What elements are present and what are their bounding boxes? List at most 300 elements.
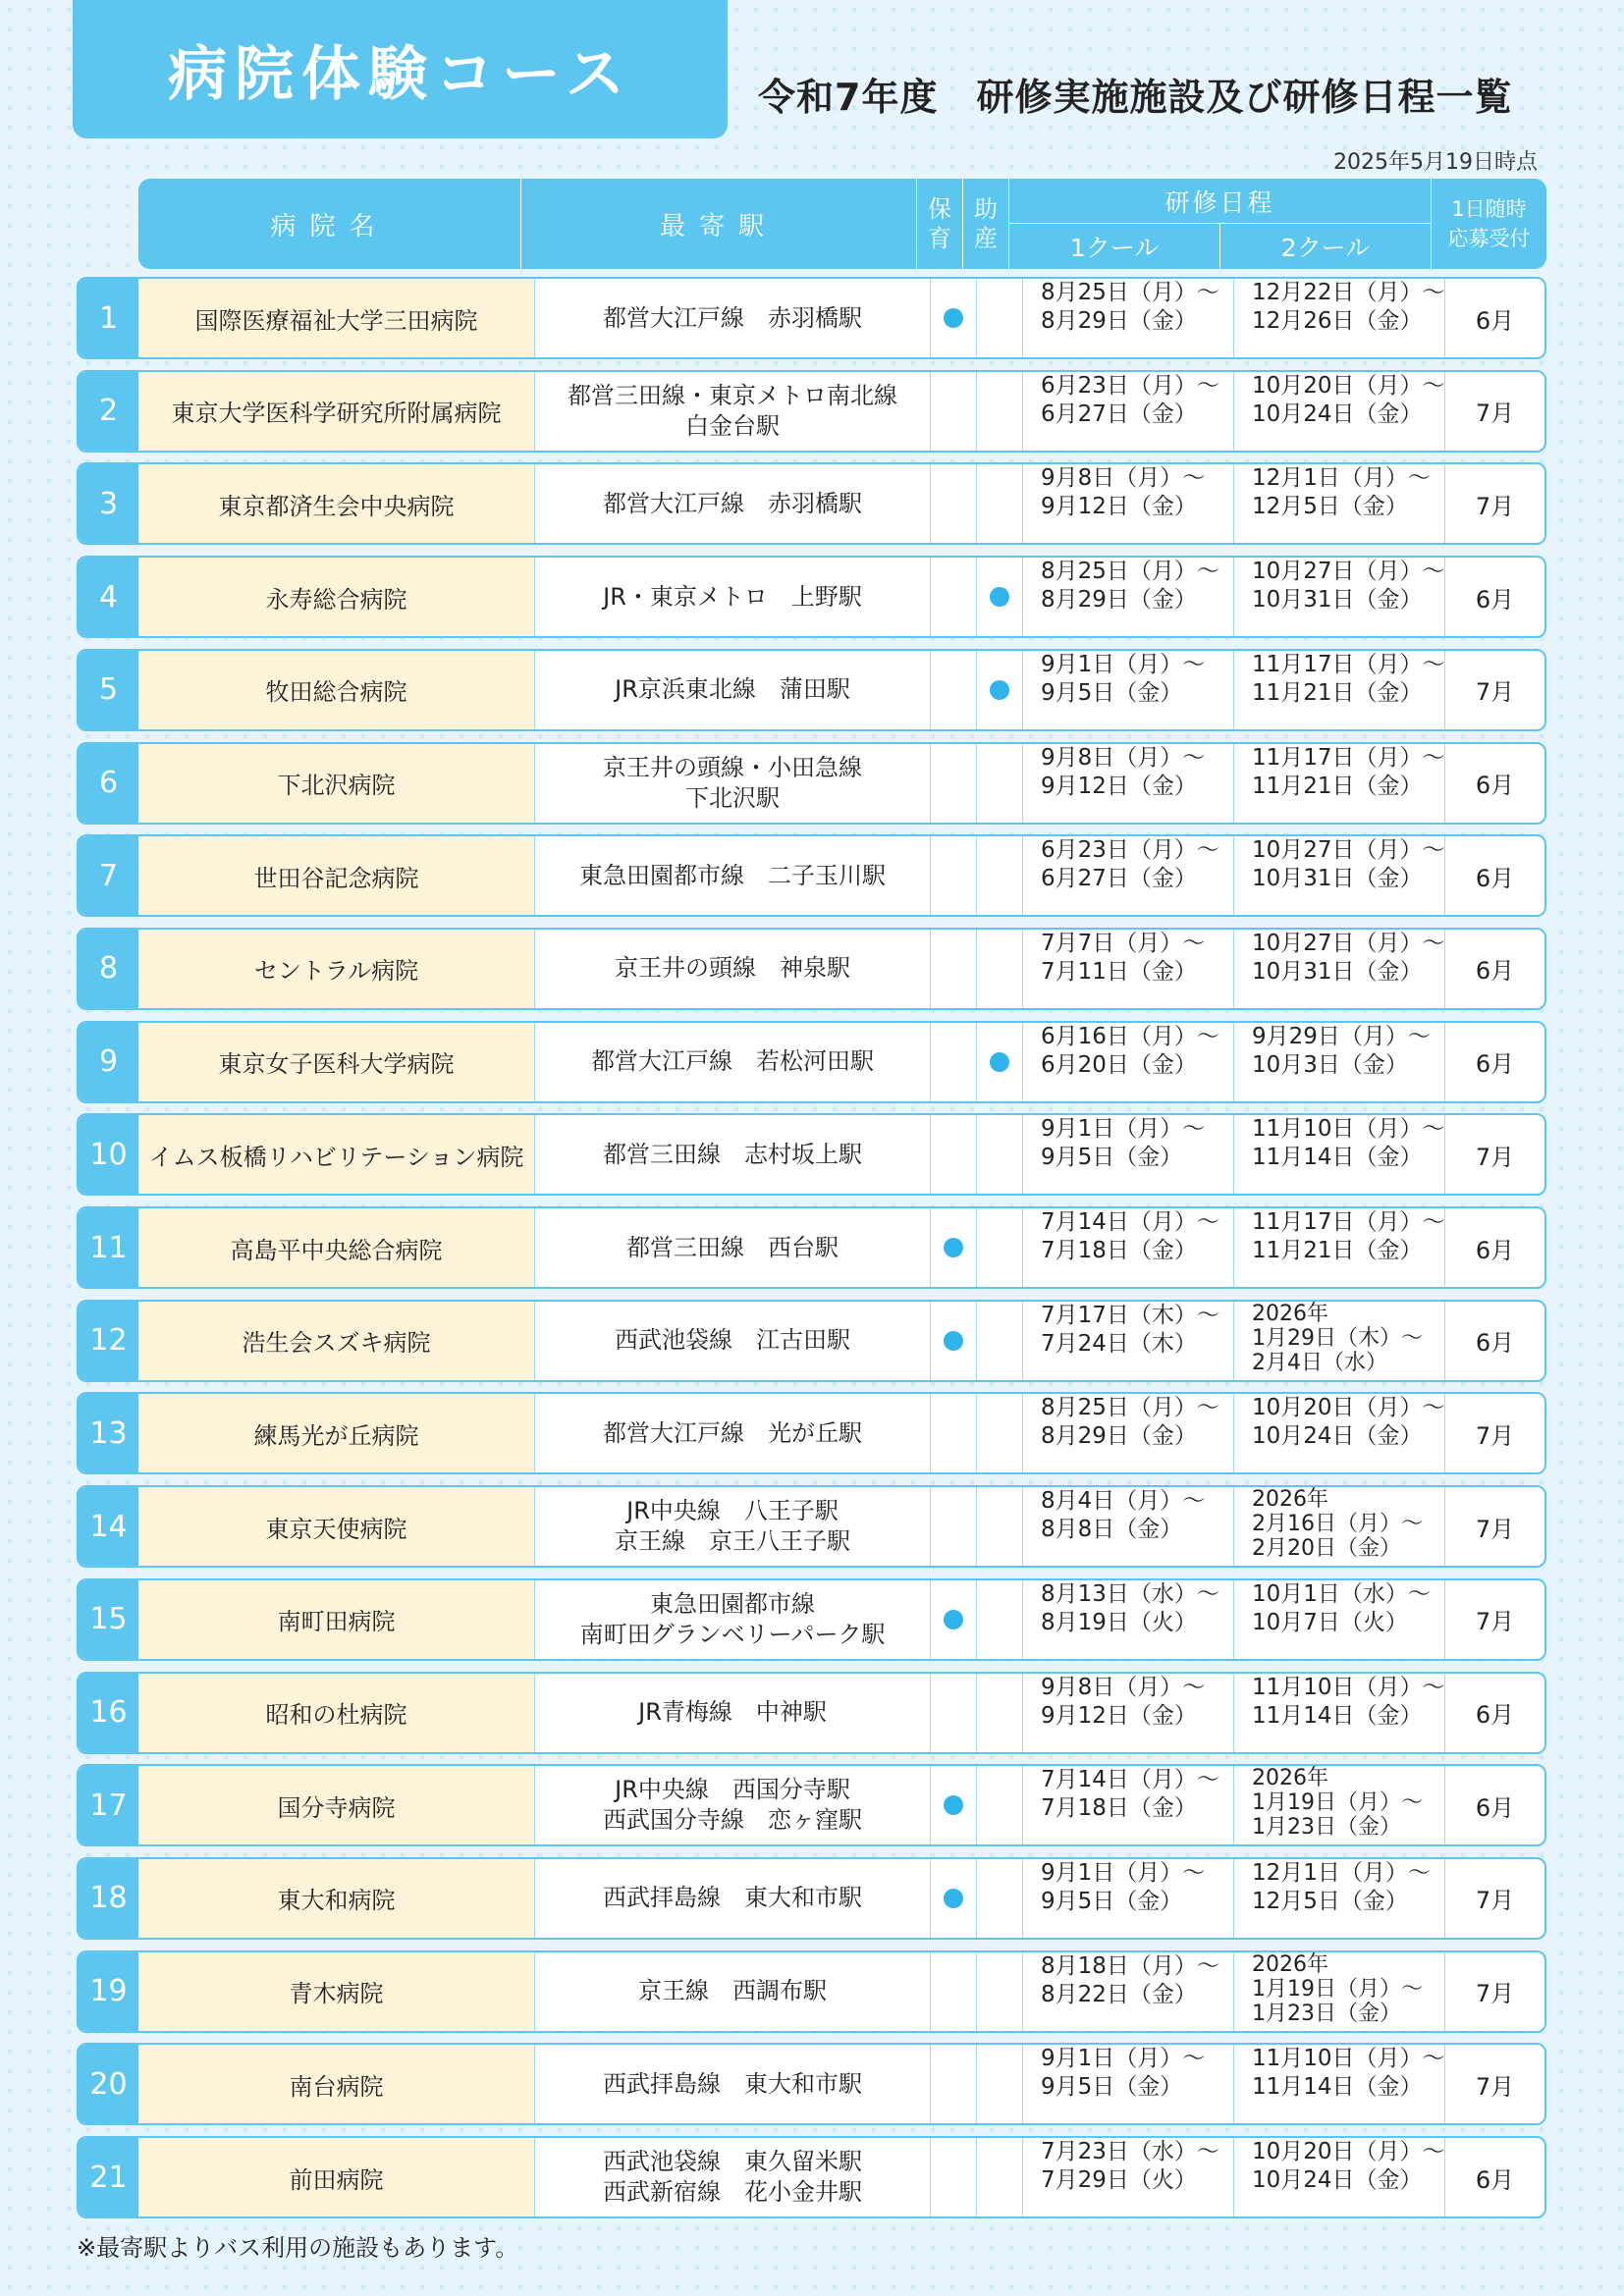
date-line: 9月29日（月）～ xyxy=(1252,1023,1431,1049)
station-line: 都営三田線 志村坂上駅 xyxy=(603,1140,862,1168)
nearest-station xyxy=(535,279,931,357)
row-number: 8 xyxy=(79,930,138,1008)
title-banner xyxy=(73,0,728,138)
cool1-dates xyxy=(1023,2138,1234,2216)
date-line: 7月7日（月）～ xyxy=(1041,930,1206,956)
date-line: 11月10日（月）～ xyxy=(1252,2046,1445,2072)
date-line: 10月27日（月）～ xyxy=(1252,559,1445,585)
accept-month: 7月 xyxy=(1475,400,1515,428)
date-line: 11月21日（金） xyxy=(1252,679,1423,706)
date-line: 2026年 xyxy=(1252,1301,1328,1326)
cool1-dates xyxy=(1023,1580,1234,1659)
hospital-name: イムス板橋リハビリテーション病院 xyxy=(138,1115,535,1194)
date-line: 12月22日（月）～ xyxy=(1252,280,1445,305)
station-line: 都営大江戸線 光が丘駅 xyxy=(603,1418,862,1447)
hospital-name: 練馬光が丘病院 xyxy=(138,1394,535,1472)
date-line: 6月23日（月）～ xyxy=(1041,372,1219,399)
date-line: 7月24日（木） xyxy=(1041,1330,1197,1357)
table-row xyxy=(77,370,1546,453)
date-line: 11月17日（月）～ xyxy=(1252,651,1445,677)
nearest-station xyxy=(535,1208,931,1287)
date-line: 1月23日（金） xyxy=(1252,1815,1401,1841)
header-station: 最寄駅 xyxy=(521,179,917,269)
header-hoiku: 保 育 xyxy=(917,179,963,269)
date-line: 1月19日（月）～ xyxy=(1252,1790,1423,1816)
date-line: 9月12日（金） xyxy=(1041,1702,1197,1729)
station-line: 京王線 京王八王子駅 xyxy=(615,1527,850,1556)
date-line: 2月20日（金） xyxy=(1252,1536,1401,1562)
josan-cell xyxy=(977,1674,1023,1752)
table-row xyxy=(77,1950,1546,2033)
row-number: 7 xyxy=(79,836,138,915)
date-line: 12月1日（月）～ xyxy=(1252,465,1431,492)
hoiku-cell xyxy=(931,2138,977,2216)
cool2-dates xyxy=(1234,1580,1445,1659)
josan-available-dot xyxy=(990,1052,1009,1072)
date-line: 2026年 xyxy=(1252,1951,1328,1977)
hoiku-cell xyxy=(931,1674,977,1752)
station-line: 西武拝島線 東大和市駅 xyxy=(603,1884,862,1912)
hoiku-cell xyxy=(931,1487,977,1566)
station-line: 下北沢駅 xyxy=(685,783,780,812)
date-line: 9月1日（月）～ xyxy=(1041,1859,1206,1886)
cool1-dates xyxy=(1023,744,1234,823)
cool2-dates xyxy=(1234,279,1445,357)
hoiku-cell xyxy=(931,651,977,729)
table-row xyxy=(77,928,1546,1010)
cool2-dates xyxy=(1234,1766,1445,1844)
date-line: 2026年 xyxy=(1252,1766,1328,1791)
station-line: 東急田園都市線 二子玉川駅 xyxy=(579,861,886,889)
table-row xyxy=(77,834,1546,917)
cool1-dates xyxy=(1023,2045,1234,2123)
accept-month: 7月 xyxy=(1475,1515,1515,1543)
josan-cell xyxy=(977,1115,1023,1194)
hoiku-cell xyxy=(931,1115,977,1194)
date-line: 10月20日（月）～ xyxy=(1252,2139,1445,2164)
cool2-dates xyxy=(1234,1023,1445,1101)
station-line: 南町田グランベリーパーク駅 xyxy=(579,1620,886,1648)
hoiku-cell xyxy=(931,1766,977,1844)
josan-cell xyxy=(977,279,1023,357)
as-of-date: 2025年5月19日時点 xyxy=(1333,150,1538,175)
cool1-dates xyxy=(1023,464,1234,543)
date-line: 6月16日（月）～ xyxy=(1041,1023,1219,1049)
josan-cell xyxy=(977,1952,1023,2031)
nearest-station xyxy=(535,1766,931,1844)
cool2-dates xyxy=(1234,1487,1445,1566)
hospital-name: 高島平中央総合病院 xyxy=(138,1208,535,1287)
nearest-station xyxy=(535,1580,931,1659)
josan-cell xyxy=(977,651,1023,729)
hospital-name: 国分寺病院 xyxy=(138,1766,535,1844)
row-number: 13 xyxy=(79,1394,138,1472)
station-line: 京王井の頭線 神泉駅 xyxy=(615,954,850,983)
table-row xyxy=(77,1857,1546,1940)
station-line: 東急田園都市線 xyxy=(650,1589,815,1618)
cool2-dates xyxy=(1234,1208,1445,1287)
accept-month: 6月 xyxy=(1475,1329,1515,1358)
hoiku-cell xyxy=(931,372,977,451)
date-line: 7月18日（金） xyxy=(1041,1795,1197,1822)
date-line: 10月31日（金） xyxy=(1252,866,1423,892)
hospital-name: 東京都済生会中央病院 xyxy=(138,464,535,543)
date-line: 9月8日（月）～ xyxy=(1041,465,1206,492)
cool2-dates xyxy=(1234,2045,1445,2123)
row-number: 16 xyxy=(79,1674,138,1752)
cool1-dates xyxy=(1023,1023,1234,1101)
date-line: 11月17日（月）～ xyxy=(1252,1209,1445,1235)
row-number: 3 xyxy=(79,464,138,543)
row-number: 19 xyxy=(79,1952,138,2031)
cool2-dates xyxy=(1234,651,1445,729)
station-line: 京王井の頭線・小田急線 xyxy=(603,753,862,781)
hospital-name: 東大和病院 xyxy=(138,1859,535,1938)
josan-cell xyxy=(977,1394,1023,1472)
date-line: 9月12日（金） xyxy=(1041,773,1197,799)
page-subtitle: 令和7年度 研修実施施設及び研修日程一覧 xyxy=(758,76,1513,119)
nearest-station xyxy=(535,372,931,451)
accept-month: 7月 xyxy=(1475,1421,1515,1450)
date-line: 7月29日（火） xyxy=(1041,2167,1197,2193)
josan-cell xyxy=(977,464,1023,543)
row-number: 9 xyxy=(79,1023,138,1101)
station-line: 都営三田線 西台駅 xyxy=(626,1233,839,1261)
accept-month: 6月 xyxy=(1475,1793,1515,1822)
hoiku-cell xyxy=(931,558,977,636)
row-number: 15 xyxy=(79,1580,138,1659)
nearest-station xyxy=(535,558,931,636)
date-line: 9月1日（月）～ xyxy=(1041,651,1206,677)
header-cool1: 1クール xyxy=(1009,224,1220,269)
date-line: 12月5日（金） xyxy=(1252,1888,1408,1914)
table-row xyxy=(77,1021,1546,1103)
date-line: 10月20日（月）～ xyxy=(1252,1395,1445,1421)
date-line: 12月1日（月）～ xyxy=(1252,1859,1431,1886)
cool1-dates xyxy=(1023,1208,1234,1287)
hospital-name: 下北沢病院 xyxy=(138,744,535,823)
table-row xyxy=(77,1578,1546,1661)
date-line: 8月25日（月）～ xyxy=(1041,1395,1219,1421)
hospital-name: 青木病院 xyxy=(138,1952,535,2031)
nearest-station xyxy=(535,836,931,915)
row-number: 12 xyxy=(79,1302,138,1380)
date-line: 8月18日（月）～ xyxy=(1041,1952,1219,1979)
cool1-dates xyxy=(1023,1394,1234,1472)
josan-cell xyxy=(977,2138,1023,2216)
date-line: 8月13日（水）～ xyxy=(1041,1580,1219,1607)
table-row xyxy=(77,649,1546,731)
date-line: 6月27日（金） xyxy=(1041,400,1197,427)
cool2-dates xyxy=(1234,372,1445,451)
table-row xyxy=(77,1300,1546,1382)
cool1-dates xyxy=(1023,651,1234,729)
josan-cell xyxy=(977,1859,1023,1938)
date-line: 7月11日（金） xyxy=(1041,958,1197,985)
date-line: 8月29日（金） xyxy=(1041,308,1197,334)
accept-month: 6月 xyxy=(1475,1050,1515,1079)
cool1-dates xyxy=(1023,930,1234,1008)
date-line: 10月3日（金） xyxy=(1252,1051,1408,1078)
date-line: 10月24日（金） xyxy=(1252,400,1423,427)
hoiku-available-dot xyxy=(944,1238,963,1257)
cool2-dates xyxy=(1234,930,1445,1008)
josan-cell xyxy=(977,930,1023,1008)
date-line: 9月5日（金） xyxy=(1041,1888,1183,1914)
hoiku-cell xyxy=(931,836,977,915)
nearest-station xyxy=(535,1859,931,1938)
date-line: 6月27日（金） xyxy=(1041,866,1197,892)
josan-cell xyxy=(977,1766,1023,1844)
josan-cell xyxy=(977,1208,1023,1287)
date-line: 2月4日（水） xyxy=(1252,1350,1387,1375)
accept-month: 7月 xyxy=(1475,1887,1515,1915)
station-line: JR・東京メトロ 上野駅 xyxy=(603,582,862,611)
table-row xyxy=(77,1392,1546,1474)
date-line: 10月20日（月）～ xyxy=(1252,372,1445,399)
hoiku-cell xyxy=(931,1208,977,1287)
station-line: 西武新宿線 花小金井駅 xyxy=(603,2178,862,2206)
cool2-dates xyxy=(1234,1674,1445,1752)
table-row xyxy=(77,1672,1546,1754)
date-line: 8月25日（月）～ xyxy=(1041,559,1219,585)
hoiku-cell xyxy=(931,1580,977,1659)
date-line: 11月10日（月）～ xyxy=(1252,1116,1445,1143)
cool2-dates xyxy=(1234,1394,1445,1472)
row-number: 4 xyxy=(79,558,138,636)
cool1-dates xyxy=(1023,1674,1234,1752)
cool1-dates xyxy=(1023,1952,1234,2031)
accept-month: 6月 xyxy=(1475,306,1515,335)
date-line: 1月29日（木）～ xyxy=(1252,1325,1423,1351)
row-number: 20 xyxy=(79,2045,138,2123)
row-number: 18 xyxy=(79,1859,138,1938)
date-line: 10月31日（金） xyxy=(1252,587,1423,614)
cool1-dates xyxy=(1023,1302,1234,1380)
nearest-station xyxy=(535,1487,931,1566)
date-line: 10月7日（火） xyxy=(1252,1609,1408,1635)
josan-cell xyxy=(977,1302,1023,1380)
nearest-station xyxy=(535,1115,931,1194)
josan-cell xyxy=(977,1487,1023,1566)
station-line: JR中央線 西国分寺駅 xyxy=(615,1776,850,1804)
josan-cell xyxy=(977,372,1023,451)
nearest-station xyxy=(535,1023,931,1101)
hospital-name: 牧田総合病院 xyxy=(138,651,535,729)
row-number: 11 xyxy=(79,1208,138,1287)
table-row xyxy=(77,1113,1546,1196)
nearest-station xyxy=(535,930,931,1008)
hoiku-cell xyxy=(931,464,977,543)
header-schedule: 研修日程 xyxy=(1009,179,1432,224)
hospital-name: 国際医療福祉大学三田病院 xyxy=(138,279,535,357)
hoiku-cell xyxy=(931,930,977,1008)
josan-cell xyxy=(977,744,1023,823)
station-line: JR京浜東北線 蒲田駅 xyxy=(615,675,850,704)
hoiku-available-dot xyxy=(944,308,963,328)
date-line: 10月24日（金） xyxy=(1252,1423,1423,1450)
nearest-station xyxy=(535,744,931,823)
hospital-name: 前田病院 xyxy=(138,2138,535,2216)
date-line: 8月29日（金） xyxy=(1041,587,1197,614)
row-number: 10 xyxy=(79,1115,138,1194)
cool2-dates xyxy=(1234,1952,1445,2031)
accept-month: 6月 xyxy=(1475,772,1515,799)
station-line: 西武池袋線 東久留米駅 xyxy=(603,2148,862,2175)
row-number: 17 xyxy=(79,1766,138,1844)
josan-cell xyxy=(977,836,1023,915)
date-line: 11月14日（金） xyxy=(1252,1145,1423,1171)
table-row xyxy=(77,1485,1546,1568)
date-line: 1月23日（金） xyxy=(1252,2001,1401,2026)
station-line: 西武国分寺線 恋ヶ窪駅 xyxy=(603,1806,862,1835)
hoiku-cell xyxy=(931,744,977,823)
date-line: 10月27日（月）～ xyxy=(1252,837,1445,864)
station-line: 都営三田線・東京メトロ南北線 xyxy=(568,381,897,409)
josan-cell xyxy=(977,1580,1023,1659)
date-line: 8月29日（金） xyxy=(1041,1423,1197,1450)
accept-month: 7月 xyxy=(1475,1608,1515,1636)
hoiku-available-dot xyxy=(944,1889,963,1908)
station-line: 白金台駅 xyxy=(685,411,780,440)
row-number: 6 xyxy=(79,744,138,823)
cool1-dates xyxy=(1023,1859,1234,1938)
hoiku-available-dot xyxy=(944,1610,963,1629)
hospital-name: 南台病院 xyxy=(138,2045,535,2123)
station-line: 西武拝島線 東大和市駅 xyxy=(603,2069,862,2098)
date-line: 2月16日（月）～ xyxy=(1252,1512,1423,1537)
josan-cell xyxy=(977,1023,1023,1101)
station-line: 西武池袋線 江古田駅 xyxy=(615,1326,850,1355)
date-line: 8月4日（月）～ xyxy=(1041,1488,1206,1515)
date-line: 10月27日（月）～ xyxy=(1252,930,1445,956)
cool1-dates xyxy=(1023,1487,1234,1566)
date-line: 10月24日（金） xyxy=(1252,2167,1423,2193)
date-line: 11月17日（月）～ xyxy=(1252,744,1445,771)
cool2-dates xyxy=(1234,744,1445,823)
accept-month: 7月 xyxy=(1475,1143,1515,1171)
page-title: 病院体験コース xyxy=(168,39,632,109)
date-line: 9月8日（月）～ xyxy=(1041,744,1206,771)
date-line: 12月5日（金） xyxy=(1252,494,1408,520)
table-row xyxy=(77,2136,1546,2218)
hospital-name: 南町田病院 xyxy=(138,1580,535,1659)
station-line: 都営大江戸線 赤羽橋駅 xyxy=(603,303,862,332)
date-line: 9月8日（月）～ xyxy=(1041,1674,1206,1700)
hoiku-cell xyxy=(931,1952,977,2031)
nearest-station xyxy=(535,1952,931,2031)
cool1-dates xyxy=(1023,836,1234,915)
cool2-dates xyxy=(1234,2138,1445,2216)
hospital-name: 東京女子医科大学病院 xyxy=(138,1023,535,1101)
nearest-station xyxy=(535,2138,931,2216)
station-line: 都営大江戸線 若松河田駅 xyxy=(591,1047,874,1076)
date-line: 8月19日（火） xyxy=(1041,1609,1197,1635)
hoiku-cell xyxy=(931,279,977,357)
date-line: 7月23日（水）～ xyxy=(1041,2139,1219,2164)
accept-month: 6月 xyxy=(1475,2165,1515,2194)
josan-cell xyxy=(977,558,1023,636)
table-row xyxy=(77,2043,1546,2125)
table-row xyxy=(77,277,1546,359)
date-line: 7月14日（月）～ xyxy=(1041,1767,1219,1793)
date-line: 7月17日（木）～ xyxy=(1041,1302,1219,1328)
nearest-station xyxy=(535,1302,931,1380)
footnote: ※最寄駅よりバス利用の施設もあります。 xyxy=(77,2234,519,2262)
josan-cell xyxy=(977,2045,1023,2123)
cool1-dates xyxy=(1023,558,1234,636)
table-row xyxy=(77,1206,1546,1289)
date-line: 11月21日（金） xyxy=(1252,773,1423,799)
header-hospital-name: 病院名 xyxy=(138,179,521,269)
accept-month: 6月 xyxy=(1475,957,1515,986)
cool2-dates xyxy=(1234,1115,1445,1194)
hospital-name: 東京大学医科学研究所附属病院 xyxy=(138,372,535,451)
table-row xyxy=(77,1764,1546,1846)
cool2-dates xyxy=(1234,1859,1445,1938)
date-line: 9月5日（金） xyxy=(1041,2074,1183,2101)
nearest-station xyxy=(535,651,931,729)
josan-available-dot xyxy=(990,680,1009,700)
accept-month: 6月 xyxy=(1475,585,1515,614)
date-line: 11月10日（月）～ xyxy=(1252,1674,1445,1700)
station-line: 京王線 西調布駅 xyxy=(638,1977,827,2005)
row-number: 1 xyxy=(79,279,138,357)
accept-month: 6月 xyxy=(1475,864,1515,892)
date-line: 11月14日（金） xyxy=(1252,1702,1423,1729)
nearest-station xyxy=(535,1674,931,1752)
accept-month: 7月 xyxy=(1475,2072,1515,2101)
date-line: 6月23日（月）～ xyxy=(1041,837,1219,864)
nearest-station xyxy=(535,1394,931,1472)
hoiku-cell xyxy=(931,2045,977,2123)
date-line: 9月5日（金） xyxy=(1041,1145,1183,1171)
station-line: JR青梅線 中神駅 xyxy=(638,1698,827,1726)
table-header xyxy=(138,179,1546,269)
accept-month: 6月 xyxy=(1475,1236,1515,1264)
hospital-name: 浩生会スズキ病院 xyxy=(138,1302,535,1380)
date-line: 7月14日（月）～ xyxy=(1041,1209,1219,1235)
date-line: 9月1日（月）～ xyxy=(1041,1116,1206,1143)
header-accept: 1日随時 応募受付 xyxy=(1447,197,1531,250)
hospital-name: 昭和の杜病院 xyxy=(138,1674,535,1752)
date-line: 1月19日（月）～ xyxy=(1252,1976,1423,2002)
accept-month: 7月 xyxy=(1475,492,1515,520)
date-line: 7月18日（金） xyxy=(1041,1238,1197,1263)
table-row xyxy=(77,556,1546,638)
date-line: 2026年 xyxy=(1252,1487,1328,1513)
date-line: 6月20日（金） xyxy=(1041,1051,1197,1078)
date-line: 9月5日（金） xyxy=(1041,679,1183,706)
header-josan: 助 産 xyxy=(963,179,1009,269)
josan-available-dot xyxy=(990,587,1009,607)
cool2-dates xyxy=(1234,464,1445,543)
cool1-dates xyxy=(1023,1766,1234,1844)
cool1-dates xyxy=(1023,372,1234,451)
date-line: 8月8日（金） xyxy=(1041,1517,1183,1543)
hospital-name: 東京天使病院 xyxy=(138,1487,535,1566)
date-line: 10月1日（水）～ xyxy=(1252,1580,1431,1607)
hospital-name: 永寿総合病院 xyxy=(138,558,535,636)
accept-month: 6月 xyxy=(1475,1701,1515,1729)
row-number: 14 xyxy=(79,1487,138,1566)
row-number: 5 xyxy=(79,651,138,729)
hospital-name: セントラル病院 xyxy=(138,930,535,1008)
hoiku-available-dot xyxy=(944,1331,963,1351)
cool1-dates xyxy=(1023,279,1234,357)
hoiku-available-dot xyxy=(944,1795,963,1815)
hoiku-cell xyxy=(931,1394,977,1472)
